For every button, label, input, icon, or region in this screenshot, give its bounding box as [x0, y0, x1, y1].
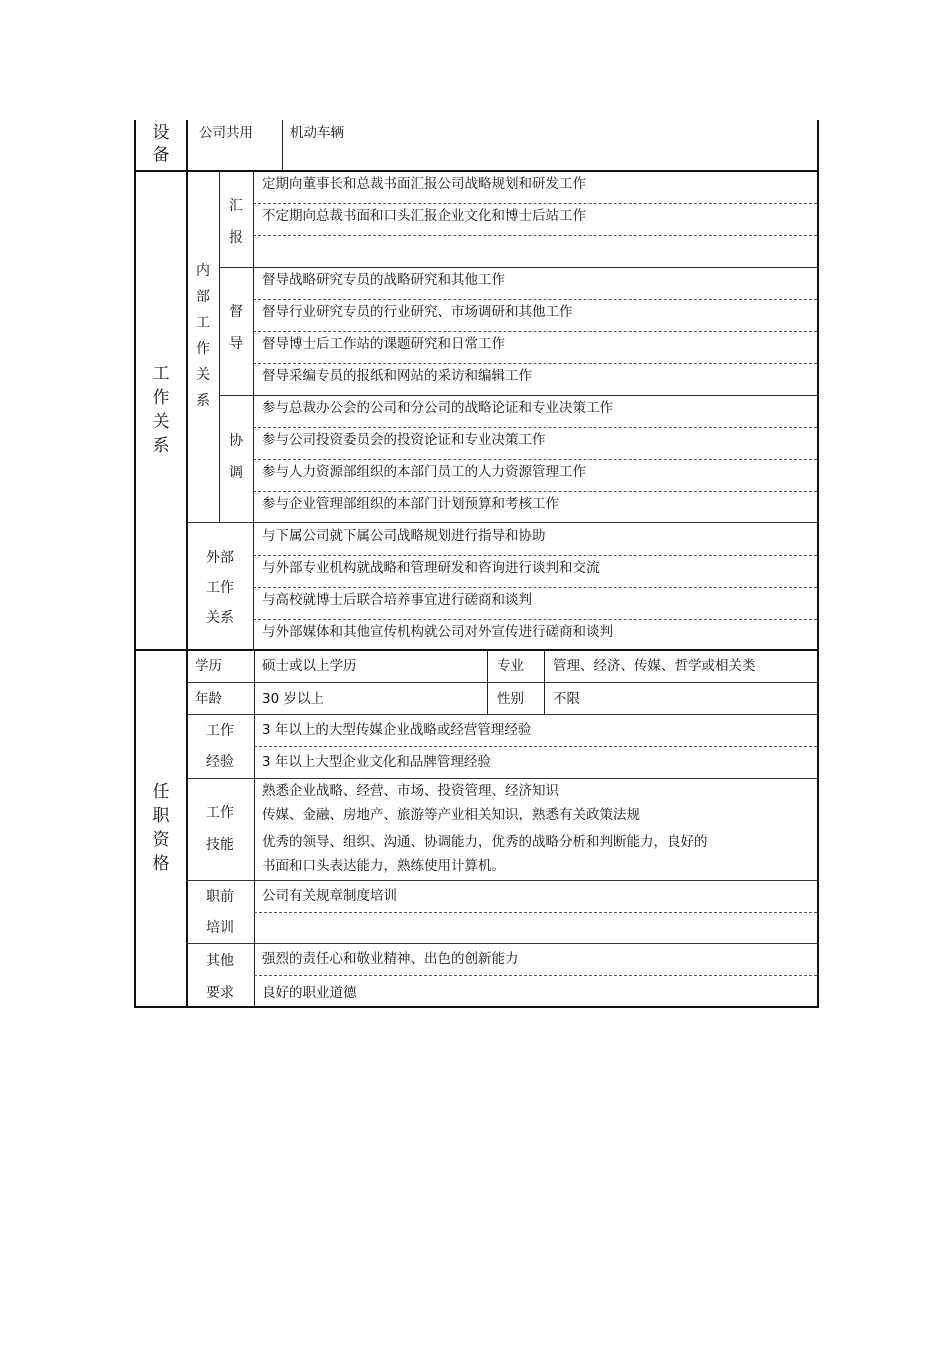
table-bottom-border	[134, 1006, 819, 1008]
education-label: 学历	[195, 658, 222, 674]
group-divider	[219, 395, 817, 396]
coordinate-row: 参与公司投资委员会的投资论证和专业决策工作	[262, 432, 546, 448]
experience-label-line: 工作	[206, 723, 234, 739]
other-row: 良好的职业道德	[262, 985, 357, 1001]
gender-label: 性别	[497, 691, 524, 707]
skills-label-line: 工作	[206, 805, 234, 821]
external-row: 与下属公司就下属公司战略规划进行指导和协助	[262, 528, 546, 544]
group-divider	[186, 778, 817, 779]
report-label-text: 汇报	[229, 198, 243, 246]
row-divider	[253, 619, 817, 620]
age-value: 30 岁以上	[262, 691, 324, 707]
row-divider	[253, 555, 817, 556]
row-divider	[253, 491, 817, 492]
external-row: 与外部媒体和其他宣传机构就公司对外宣传进行磋商和谈判	[262, 624, 613, 640]
group-divider	[186, 714, 817, 715]
row-divider	[254, 975, 817, 976]
other-label-line: 要求	[206, 985, 234, 1001]
equipment-item: 机动车辆	[290, 125, 344, 141]
internal-divider	[219, 172, 220, 522]
external-label-line: 工作	[206, 580, 234, 596]
experience-label-line: 经验	[206, 754, 234, 770]
qualifications-header	[136, 780, 186, 876]
supervise-row: 督导采编专员的报纸和网站的采访和编辑工作	[262, 368, 532, 384]
coordinate-row: 参与总裁办公会的公司和分公司的战略论证和专业决策工作	[262, 400, 613, 416]
equipment-divider	[282, 120, 283, 170]
row-divider	[253, 459, 817, 460]
row-divider	[254, 912, 817, 913]
relations-header-text: 工作关系	[152, 364, 170, 456]
external-relations-label	[188, 543, 252, 633]
row-divider	[254, 746, 817, 747]
skills-line: 传媒、金融、房地产、旅游等产业相关知识，熟悉有关政策法规	[262, 807, 640, 823]
skills-line: 书面和口头表达能力，熟练使用计算机。	[262, 858, 505, 874]
group-divider	[186, 522, 817, 523]
equipment-header	[136, 122, 186, 170]
group-divider	[186, 880, 817, 881]
skills-line: 熟悉企业战略、经营、市场、投资管理、经济知识	[262, 783, 559, 799]
supervise-row: 督导战略研究专员的战略研究和其他工作	[262, 272, 505, 288]
skills-label	[188, 797, 252, 861]
content-divider-qualifications	[254, 650, 255, 1008]
internal-relations-label-text: 内部工作关系	[196, 263, 210, 409]
experience-row: 3 年以上大型企业文化和品牌管理经验	[262, 754, 491, 770]
training-label-line: 培训	[206, 920, 234, 936]
row-divider	[253, 587, 817, 588]
training-label-line: 职前	[206, 889, 234, 905]
coordinate-row: 参与企业管理部组织的本部门计划预算和考核工作	[262, 496, 559, 512]
qualifications-header-text: 任职资格	[152, 782, 170, 874]
supervise-row: 督导行业研究专员的行业研究、市场调研和其他工作	[262, 304, 573, 320]
group-divider	[186, 943, 817, 944]
report-row: 不定期向总裁书面和口头汇报企业文化和博士后站工作	[262, 208, 586, 224]
group-divider	[186, 682, 817, 683]
training-label	[188, 882, 252, 944]
major-value: 管理、经济、传媒、哲学或相关类	[553, 658, 756, 674]
row-divider	[253, 427, 817, 428]
section-column-divider	[186, 120, 188, 1008]
gender-value: 不限	[553, 691, 580, 707]
other-label	[188, 945, 252, 1009]
coordinate-row: 参与人力资源部组织的本部门员工的人力资源管理工作	[262, 464, 586, 480]
training-row: 公司有关规章制度培训	[262, 888, 397, 904]
supervise-label-text: 督导	[229, 304, 243, 352]
supervise-row: 督导博士后工作站的课题研究和日常工作	[262, 336, 505, 352]
row-divider	[253, 363, 817, 364]
report-row: 定期向董事长和总裁书面汇报公司战略规划和研发工作	[262, 176, 586, 192]
experience-row: 3 年以上的大型传媒企业战略或经营管理经验	[262, 722, 532, 738]
group-divider	[219, 267, 817, 268]
equipment-scope: 公司共用	[199, 125, 253, 141]
skills-label-line: 技能	[206, 837, 234, 853]
other-label-line: 其他	[206, 953, 234, 969]
external-label-line: 外部	[206, 550, 234, 566]
major-label: 专业	[497, 658, 524, 674]
internal-relations-label	[188, 258, 218, 414]
external-label-line: 关系	[206, 610, 234, 626]
education-value: 硕士或以上学历	[262, 658, 357, 674]
row-divider	[253, 299, 817, 300]
coordinate-label	[220, 425, 252, 489]
relations-bottom-border	[134, 649, 819, 651]
row-divider	[253, 203, 817, 204]
supervise-label	[220, 296, 252, 360]
relations-header	[136, 362, 186, 458]
skills-line: 优秀的领导、组织、沟通、协调能力，优秀的战略分析和判断能力，良好的	[262, 834, 708, 850]
table-border-right	[817, 120, 819, 1008]
age-label: 年龄	[195, 691, 222, 707]
report-label	[220, 190, 252, 254]
other-row: 强烈的责任心和敬业精神、出色的创新能力	[262, 951, 519, 967]
table-border-left	[134, 120, 136, 1008]
external-row: 与高校就博士后联合培养事宜进行磋商和谈判	[262, 592, 532, 608]
external-row: 与外部专业机构就战略和管理研发和咨询进行谈判和交流	[262, 560, 600, 576]
equipment-header-text: 设备	[152, 123, 170, 165]
equipment-bottom-border	[134, 170, 819, 172]
coordinate-label-text: 协调	[229, 433, 243, 481]
experience-label	[188, 716, 252, 778]
row-divider	[253, 235, 817, 236]
row-divider	[253, 331, 817, 332]
content-divider-relations	[253, 172, 254, 650]
